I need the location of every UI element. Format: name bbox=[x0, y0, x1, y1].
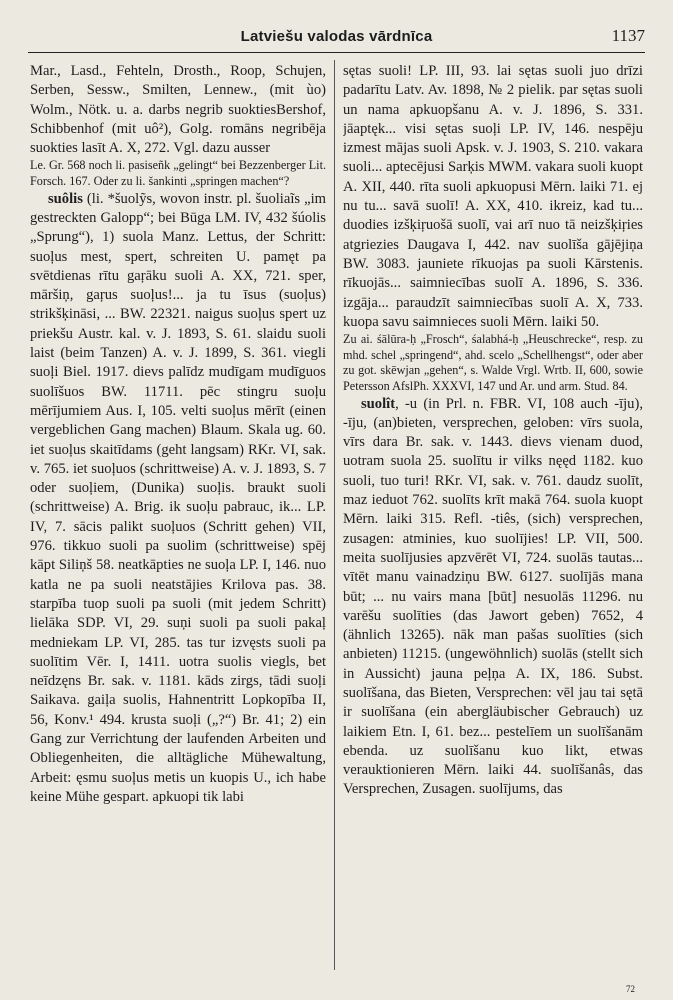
headword: suolît bbox=[361, 395, 396, 412]
column-divider bbox=[334, 60, 335, 970]
left-column bbox=[30, 62, 326, 977]
etymology-note: Le. Gr. 568 noch li. pasiseñk „gelingt“ bei Bezzenberger Lit. Forsch. 167. Oder zu li. šankinti „springen machen“? bbox=[30, 158, 326, 189]
entry-body: , -u (in Prl. n. FBR. VI, 108 auch -īju), -īju, (an)bieten, versprechen, geloben: vīrs suola, vīrs dara Br. sak. v. 1443. dievs vienam duod, uotram suola 25. suolītu ir vilks nęęd 1182. kuo suoli, tuo turi! RKr. VI, sak. v. 761. daudz suolīt, maz ieduot 762. suolīts krīt makā 764. suola kuopt Mērn. laiki 315. Refl. -tiês, (sich) versprechen, zusagen: atminies, kuo suolījies! LP. VII, 500. meita suolījusies apzvērēt VI, 724. suolās tautas... vītēt manu vainadziņu BW. 6127. suolījās mana būt; ... nu vairs mana [būt] nesuolās 11296. nu varēšu suolīties (das Jawort geben) 7652, 4 (ähnlich 13265). nāk man pašas suolīties (sich anbieten) 11215. (ungewöhnlich) suolās (stellt sich in Aussicht) jauna peļņa A. IX, 186. Subst. suolīšana, das Bieten, Versprechen: vēl jau tai sętā ir suolīšana (ein abergläubischer Gebrauch) uz laikiem Etn. I, 61. bez... pestelīem un suolīšanām ebenda. uz suolīšanu kuo likt, etwas verauktionieren Mērn. laiki 44. suolīšanâs, das Versprechen, Zusagen. suolījums, das bbox=[343, 395, 643, 798]
dictionary-entry-suolit bbox=[343, 395, 643, 800]
headword: suôlis bbox=[48, 190, 83, 207]
entry-continuation: sętas suoli! LP. III, 93. lai sętas suoli juo drīzi padarītu Latv. Av. 1898, № 2 pielik. par sętas suoli un nama apkuopšanu A. v. J. 1896, S. 331. jāaptęk... visi sętas suoļi LP. IV, 146. nespēju izmest mājas suoli Apsk. v. J. 1903, S. 210. vakara suoli... aptecējusi Sarķis MWM. vakara suoli kuopt A. XII, 440. rīta suoli apkuopusi Mērn. laiki 71. ej nu tu... savā suolī! A. XX, 410. ikreiz, kad tu... duodies izšķiŗuošā suolī, vai arī nuo tā neizšķiŗies atgriezies Daugava I, 442. nav suolīša gājējiņa BW. 3083. jauniete rīkuojas pa suoli Kārstenis. rīkuojās... saimniecības suolī A. 1896, S. 336. izgāja... paraudzīt saimniecības suolī A. X, 733. kuopa savu saimnieces suoli Mērn. laiki 50. bbox=[343, 63, 643, 330]
entry-body: (li. *šuolỹs, wovon instr. pl. šuoliaĩs „im gestreckten Galopp“; bei Būga LM. IV, 432 šúolis „Sprung“), 1) suola Manz. Lettus, der Schritt: suoļus mest, spert, schreiten U. pamęt pa svētdienas rītu gaŗāku suoli A. XX, 721. sper, māršiņ, gaŗus suoļus!... ja tu īsus (suoļus) strikšķināsi, ... BW. 22321. naigus suoļus spert uz priekšu Austr. kal. v. J. 1893, S. 61. slaidu suoli laist (beim Tanzen) A. v. J. 1899, S. 361. viegli suoļi Biel. 1917. dievs palīdz mudīgam mudīguos suolīšuos BW. 11711. pēc stingru suoļu mērījumiem Aus. I, 105. velti suoļus mērīt (einen vergeblichen Gang machen) Blaum. Skala ug. 60. iet suoļus skaitīdams (geht langsam) RKr. VI, sak. v. 765. iet suoļuos (schrittweise) A. v. J. 1893, S. 7 oder suoļiem, (Dunika) suoļis. braukt suoli (schrittweise) A. Brig. ik suoļu pabrauc, ik... LP. IV, 7. sācis palikt suoļuos (Schritt gehen) VII, 976. tikkuo suoli pa suolim (schrittweise) spēj kāpt Siliņš 58. neatkāpties ne suoļa LP. I, 146. nuo katla ne pa suoli neatstājies Krilova pas. 38. starpība tuop suoli pa suoli (mit jedem Schritt) lielāka SDP. VI, 29. suņi suoli pa suoli pakaļ medniekam LP. VI, 285. tas tur izvęsts suoli pa suolītim Vēr. I, 1411. uotra suolis viegls, bet neīdzęns Br. sak. v. 1181. kāds zirgs, tādi suoļi Saikava. gaiļa suolis, Hahnentritt Lopkopība II, 56, Konv.¹ 494. krusta suoļi („?“) Br. 41; 2) ein Gang zur Verrichtung der laufenden Arbeiten und Obliegenheiten, die alltägliche Mühewaltung, Arbeit: ęsmu suoļus metis un kuopis U., ich habe keine Mühe gespart. apkuopi tik labi bbox=[30, 190, 326, 805]
etymology-note: Zu ai. śālūra-ḥ „Frosch“, śalabhá-ḥ „Heuschrecke“, resp. zu mhd. schel „springend“, ahd. scelo „Schellhengst“, oder aber zu got. skēwjan „gehen“, s. Walde Vrgl. Wrtb. II, 600, sowie Petersson AfslPh. XXXVI, 147 und Ar. und arm. Stud. 84. bbox=[343, 332, 643, 393]
page-number: 1137 bbox=[611, 26, 645, 45]
right-column bbox=[343, 62, 643, 977]
running-head: Latviešu valodas vārdnīca bbox=[240, 28, 433, 45]
entry-continuation: Mar., Lasd., Fehteln, Drosth., Roop, Schujen, Serben, Sessw., Smilten, Lennew., (mit ùo) Wolm., Nötk. u. a. darbs negrib suoktiesBershof, Schibbenhof (mit uô²), Golg. romāns negribēja suokties lasīt A. X, 272. Vgl. dazu ausser bbox=[30, 63, 326, 157]
sheet-number: 72 bbox=[626, 984, 635, 994]
dictionary-entry-suolis bbox=[30, 190, 326, 808]
page-header bbox=[28, 22, 645, 53]
